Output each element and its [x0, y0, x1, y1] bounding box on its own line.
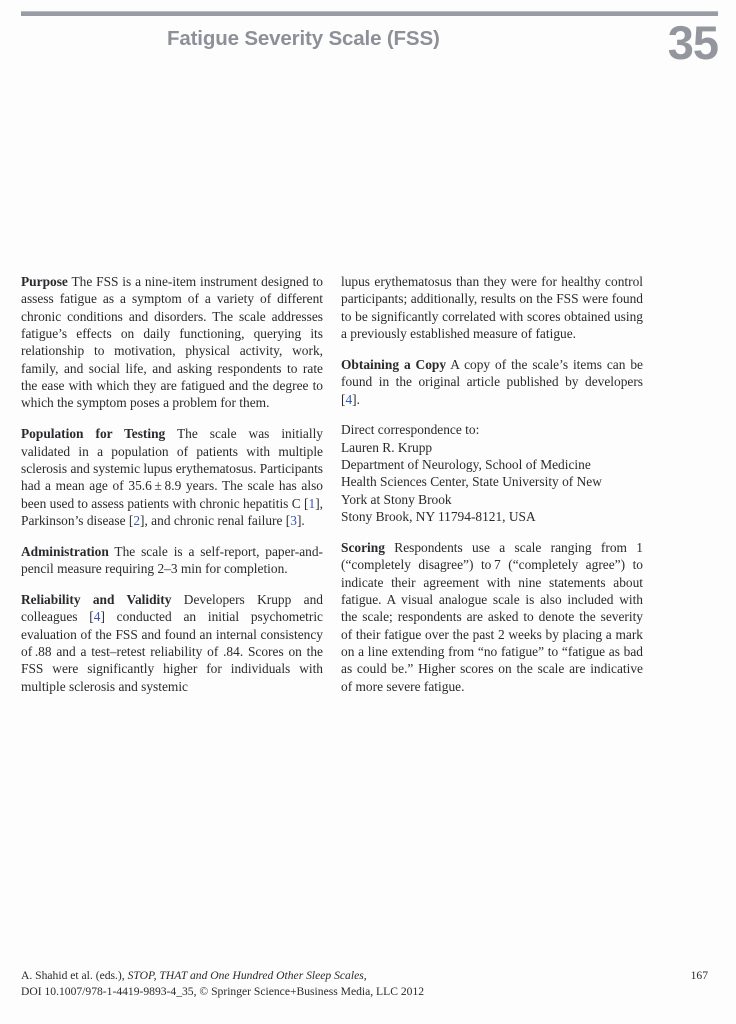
- correspondence-name: Lauren R. Krupp: [341, 439, 433, 455]
- citation-link-2[interactable]: 2: [133, 512, 141, 528]
- paragraph-obtaining-copy-text-2: ].: [352, 391, 360, 407]
- footer-citation-line: [21, 968, 718, 984]
- footer-editors: A. Shahid et al. (eds.),: [21, 969, 128, 982]
- footer-doi-line: DOI 10.1007/978-1-4419-9893-4_35, © Springer Science+Business Media, LLC 2012: [21, 985, 425, 998]
- paragraph-population-text-2: ], Parkinson’s disease [: [21, 495, 323, 528]
- heading-administration: Administration: [21, 543, 109, 559]
- paragraph-population-text-4: ].: [296, 512, 305, 528]
- citation-link-4[interactable]: 4: [93, 609, 101, 625]
- citation-link-3[interactable]: 3: [290, 512, 297, 528]
- paragraph-administration: [21, 543, 323, 578]
- correspondence-line-3: Department of Neurology, School of Medicine: [341, 457, 591, 473]
- correspondence-line-1: Direct correspondence to:: [341, 422, 480, 438]
- correspondence-line-6: Stony Brook, NY 11794-8121, USA: [341, 509, 536, 525]
- paragraph-scoring: [341, 539, 643, 695]
- paragraph-population-text-3: ], and chronic renal failure [: [140, 512, 291, 528]
- paragraph-purpose-text: The FSS is a nine-item instrument designed to assess fatigue as a symptom of a variety of different chronic conditions and disorders. The scale addresses fatigue’s effects on daily functioning, querying its relationship to motivation, physical activity, work, family, and social life, and asking respondents to rate the ease with which they are fatigued and the degree to which the symptom poses a problem for them.: [21, 274, 323, 411]
- page-number: 167: [690, 969, 708, 982]
- paragraph-purpose: [21, 273, 323, 412]
- paragraph-administration-text: The scale is a self-report, paper-and-pencil measure requiring 2–3 min for completion.: [21, 543, 323, 577]
- body-columns: [21, 273, 715, 695]
- paragraph-obtaining-copy-text-1: A copy of the scale’s items can be found in the original article published by developers [: [341, 356, 643, 407]
- paragraph-obtaining-a-copy: [341, 356, 643, 408]
- paragraph-scoring-text: Respondents use a scale ranging from 1 (“completely disagree”) to 7 (“completely agree”) to indicate their agreement with nine statements about fatigue. A visual analogue scale is also included with the scale; respondents are asked to denote the severity of their fatigue over the past 2 weeks by placing a mark on a line extending from “no fatigue” to “fatigue as bad as could be.” Higher scores on the scale are indicative of more severe fatigue.: [341, 539, 643, 694]
- heading-obtaining-a-copy: Obtaining a Copy: [341, 356, 447, 372]
- correspondence-line-4: Health Sciences Center, State University of New: [341, 474, 602, 490]
- left-column: [21, 273, 323, 695]
- heading-reliability-and-validity: Reliability and Validity: [21, 592, 172, 607]
- page-footer: [21, 968, 718, 1000]
- chapter-number: 35: [667, 16, 718, 69]
- right-column: [341, 273, 643, 695]
- paragraph-reliability-validity: [21, 591, 323, 695]
- heading-purpose: Purpose: [21, 274, 68, 289]
- correspondence-block: [341, 421, 643, 525]
- paragraph-reliability-text-1: Developers Krupp and colleagues [: [21, 592, 323, 625]
- paragraph-population: [21, 425, 323, 529]
- heading-scoring: Scoring: [341, 539, 385, 555]
- citation-link-5[interactable]: 4: [345, 391, 353, 407]
- paragraph-reliability-text-2: ] conducted an initial psychometric evaluation of the FSS and found an internal consistency of .88 and a test–retest reliability of .84. Scores on the FSS were significantly higher for individuals with multiple sclerosis and systemic: [21, 609, 323, 694]
- paragraph-population-text-1: The scale was initially validated in a population of patients with multiple sclerosis and systemic lupus erythematosus. Participants had a mean age of 35.6 ± 8.9 years. The scale has also been used to assess patients with chronic hepatitis C [: [21, 426, 323, 511]
- page-title: Fatigue Severity Scale (FSS): [167, 27, 440, 50]
- paragraph-reliability-continuation: lupus erythematosus than they were for healthy control participants; additionally, results on the FSS were found to be significantly correlated with scores obtained using a previously established measure of fatigue.: [341, 274, 643, 342]
- header-rule: [21, 11, 718, 16]
- heading-population-for-testing: Population for Testing: [21, 426, 166, 442]
- correspondence-line-5: York at Stony Brook: [341, 491, 452, 507]
- citation-link-1[interactable]: 1: [308, 495, 316, 511]
- footer-book-title: STOP, THAT and One Hundred Other Sleep Scales,: [127, 969, 367, 982]
